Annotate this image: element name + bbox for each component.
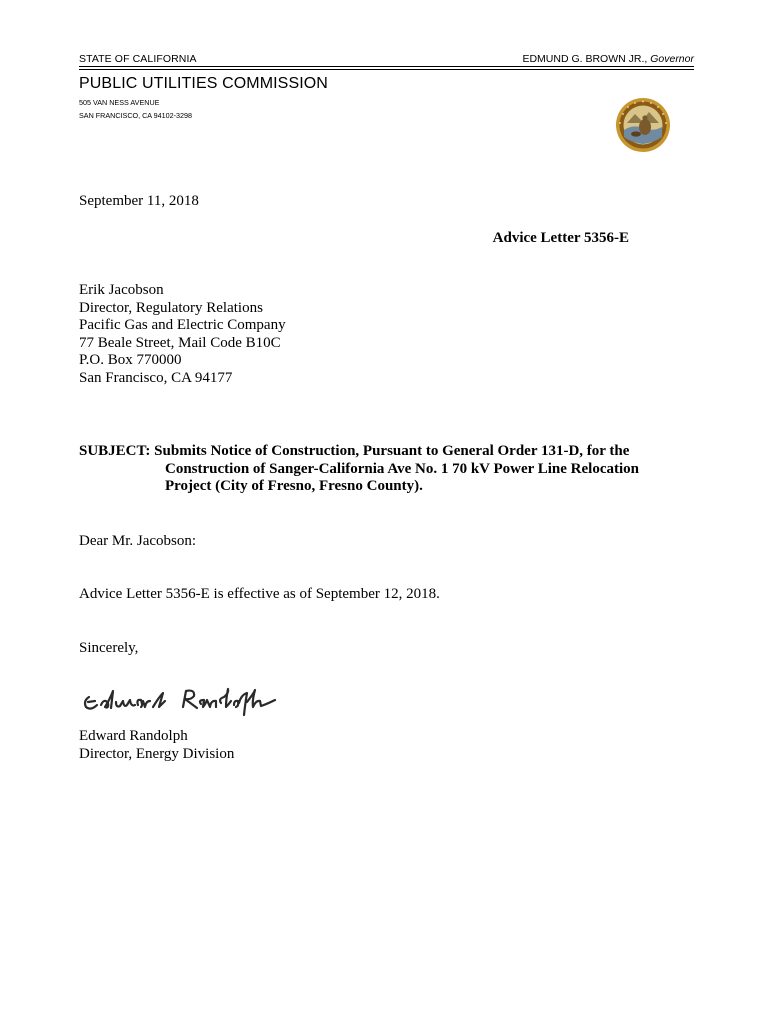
state-of-california-label: STATE OF CALIFORNIA [79, 53, 197, 65]
advice-letter-reference: Advice Letter 5356-E [492, 230, 629, 246]
recipient-company: Pacific Gas and Electric Company [79, 317, 286, 334]
signer-name: Edward Randolph [79, 728, 188, 744]
header-rule-thick [79, 66, 694, 67]
subject-text-1: Submits Notice of Construction, Pursuant to General Order 131-D, for the [154, 443, 630, 459]
governor-name: EDMUND G. BROWN JR., [522, 53, 648, 65]
governor-title: Governor [650, 53, 694, 65]
california-seal-icon [615, 97, 671, 153]
subject-label: SUBJECT [79, 443, 146, 459]
recipient-street: 77 Beale Street, Mail Code B10C [79, 334, 281, 351]
recipient-title: Director, Regulatory Relations [79, 299, 263, 316]
closing: Sincerely, [79, 640, 139, 656]
agency-address-line1: 505 VAN NESS AVENUE [79, 98, 160, 107]
recipient-po-box: P.O. Box 770000 [79, 352, 182, 369]
recipient-city: San Francisco, CA 94177 [79, 369, 233, 386]
recipient-address-block [79, 282, 286, 388]
signature-block [79, 728, 234, 763]
handwritten-signature [79, 683, 284, 719]
subject-line-3: Project (City of Fresno, Fresno County). [165, 478, 423, 495]
signer-title: Director, Energy Division [79, 745, 235, 762]
effective-date-statement: Advice Letter 5356-E is effective as of September 12, 2018. [79, 586, 440, 602]
seal-bear [631, 131, 641, 136]
agency-address-line2: SAN FRANCISCO, CA 94102-3298 [79, 111, 193, 120]
subject-line-2: Construction of Sanger-California Ave No. 1 70 kV Power Line Relocation [165, 460, 640, 477]
recipient-name: Erik Jacobson [79, 282, 164, 298]
salutation: Dear Mr. Jacobson: [79, 533, 197, 549]
agency-name: PUBLIC UTILITIES COMMISSION [79, 75, 328, 92]
header-rule-thin [79, 69, 694, 70]
letter-date: September 11, 2018 [79, 193, 199, 209]
governor-line [522, 53, 694, 65]
seal-figure-head [642, 115, 647, 120]
seal-figure [639, 119, 651, 135]
subject-block [79, 443, 659, 496]
subject-line-1: SUBJECT: Submits Notice of Construction, Pursuant to General Order 131-D, for the [79, 443, 630, 459]
